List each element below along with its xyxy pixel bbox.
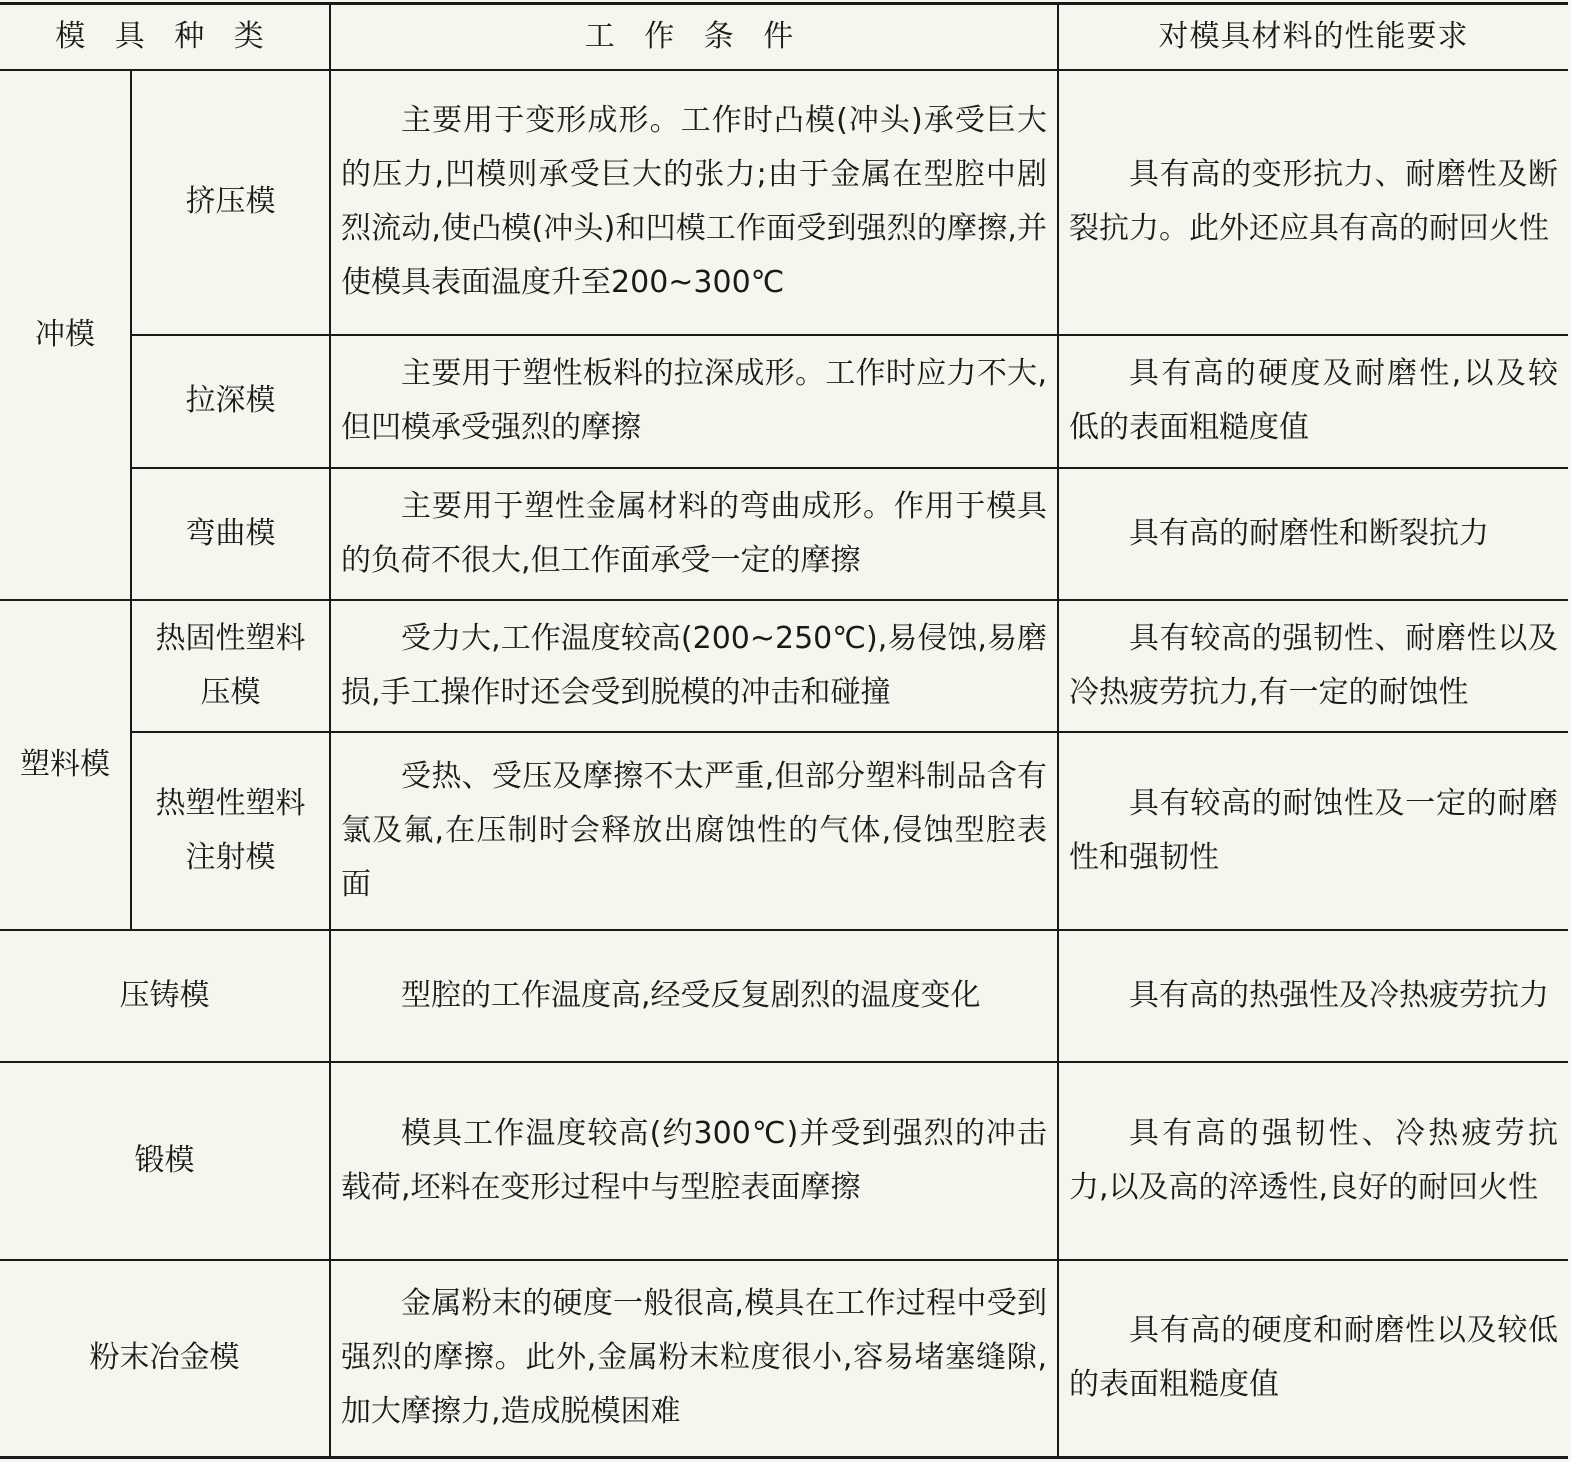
category-die-casting-die: 压铸模: [0, 930, 330, 1062]
table-row: [0, 930, 1568, 1062]
subtype-thermoplastic-injection-mold: 热塑性塑料注射模: [131, 732, 330, 930]
subtype-deep-drawing-die: 拉深模: [131, 335, 330, 468]
table-row: [0, 335, 1568, 468]
table-row: [0, 600, 1568, 732]
table-row: [0, 70, 1568, 335]
condition-cell: 受热、受压及摩擦不太严重,但部分塑料制品含有氯及氟,在压制时会释放出腐蚀性的气体,侵蚀型腔表面: [330, 732, 1058, 930]
header-working-conditions: 工 作 条 件: [330, 4, 1058, 70]
condition-cell: 主要用于塑性金属材料的弯曲成形。作用于模具的负荷不很大,但工作面承受一定的摩擦: [330, 468, 1058, 600]
condition-cell: 主要用于塑性板料的拉深成形。工作时应力不大,但凹模承受强烈的摩擦: [330, 335, 1058, 468]
requirement-cell: 具有较高的强韧性、耐磨性以及冷热疲劳抗力,有一定的耐蚀性: [1058, 600, 1568, 732]
header-die-type: 模 具 种 类: [0, 4, 330, 70]
die-material-table: [0, 2, 1568, 1459]
table-row: [0, 732, 1568, 930]
category-powder-metallurgy-die: 粉末冶金模: [0, 1260, 330, 1458]
requirement-cell: 具有高的热强性及冷热疲劳抗力: [1058, 930, 1568, 1062]
table-row: [0, 468, 1568, 600]
subtype-bending-die: 弯曲模: [131, 468, 330, 600]
condition-cell: 金属粉末的硬度一般很高,模具在工作过程中受到强烈的摩擦。此外,金属粉末粒度很小,容易堵塞缝隙,加大摩擦力,造成脱模困难: [330, 1260, 1058, 1458]
category-plastic-mold: 塑料模: [0, 600, 131, 930]
requirement-cell: 具有较高的耐蚀性及一定的耐磨性和强韧性: [1058, 732, 1568, 930]
category-stamping-die: 冲模: [0, 70, 131, 600]
requirement-cell: 具有高的硬度和耐磨性以及较低的表面粗糙度值: [1058, 1260, 1568, 1458]
table-row: [0, 1062, 1568, 1260]
requirement-cell: 具有高的强韧性、冷热疲劳抗力,以及高的淬透性,良好的耐回火性: [1058, 1062, 1568, 1260]
subtype-thermoset-compression-mold: 热固性塑料压模: [131, 600, 330, 732]
header-material-requirements: 对模具材料的性能要求: [1058, 4, 1568, 70]
requirement-cell: 具有高的变形抗力、耐磨性及断裂抗力。此外还应具有高的耐回火性: [1058, 70, 1568, 335]
condition-cell: 模具工作温度较高(约300℃)并受到强烈的冲击载荷,坯料在变形过程中与型腔表面摩擦: [330, 1062, 1058, 1260]
condition-cell: 型腔的工作温度高,经受反复剧烈的温度变化: [330, 930, 1058, 1062]
category-forging-die: 锻模: [0, 1062, 330, 1260]
table-row: [0, 1260, 1568, 1458]
requirement-cell: 具有高的硬度及耐磨性,以及较低的表面粗糙度值: [1058, 335, 1568, 468]
condition-cell: 主要用于变形成形。工作时凸模(冲头)承受巨大的压力,凹模则承受巨大的张力;由于金属在型腔中剧烈流动,使凸模(冲头)和凹模工作面受到强烈的摩擦,并使模具表面温度升至200~300℃: [330, 70, 1058, 335]
header-row: [0, 4, 1568, 70]
condition-cell: 受力大,工作温度较高(200~250℃),易侵蚀,易磨损,手工操作时还会受到脱模的冲击和碰撞: [330, 600, 1058, 732]
requirement-cell: 具有高的耐磨性和断裂抗力: [1058, 468, 1568, 600]
subtype-extrusion-die: 挤压模: [131, 70, 330, 335]
